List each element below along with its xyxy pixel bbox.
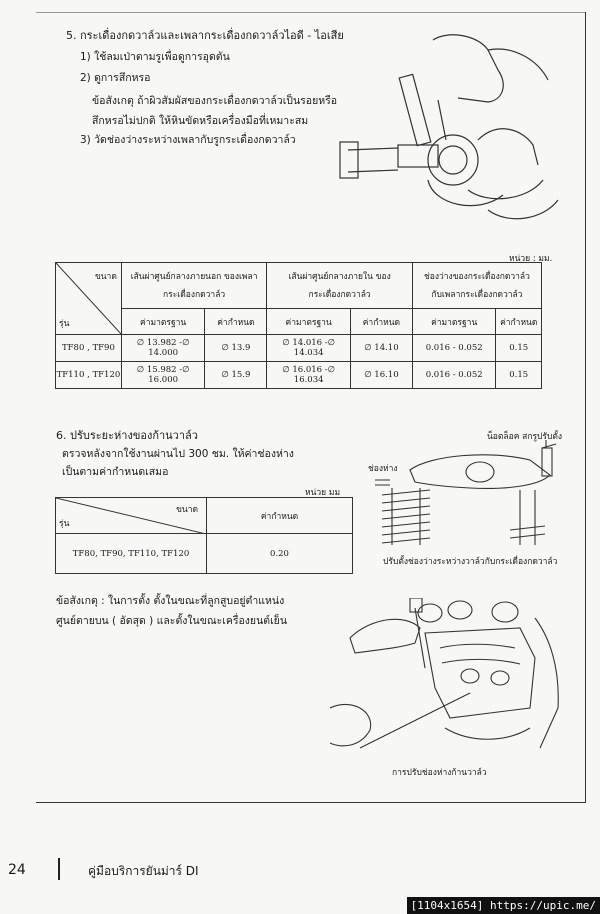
- note2-line1: ข้อสังเกตุ : ในการตั้ง ตั้งในขณะที่ลูกสูบอยู่ตำแหน่ง: [56, 595, 285, 607]
- section5-note-line1: ข้อสังเกตุ ถ้าผิวสัมผัสของกระเดื่องกดวาล์วเป็นรอยหรือ: [92, 95, 338, 107]
- table1-unit: หน่วย : มม.: [509, 254, 553, 264]
- table1-sub-std: ค่ามาตรฐาน: [121, 309, 205, 335]
- note2-line2: ศูนย์ตายบน ( อัดสุด ) และตั้งในขณะเครื่องยนต์เย็น: [56, 615, 288, 627]
- section5-step1: 1) ใช้ลมเป่าตามรูเพื่อดูการอุดตัน: [80, 51, 230, 63]
- table2-corner-top: ขนาด: [176, 505, 198, 515]
- valve-adjustment-illustration: [330, 598, 565, 758]
- table2-model: TF80, TF90, TF110, TF120: [56, 534, 207, 574]
- table1-cell: ∅ 13.9: [205, 335, 267, 362]
- section5-note-line2: สึกหรอไม่ปกติ ให้หินขัดหรือเครื่องมือที่เหมาะสม: [92, 115, 309, 127]
- table1-group-inner: เส้นผ่าศูนย์กลางภายใน ของกระเดื่องกดวาล์ว: [267, 263, 413, 309]
- table2-header: ค่ากำหนด: [207, 498, 353, 534]
- table-row: [56, 362, 542, 389]
- table2-corner-bottom: รุ่น: [59, 519, 70, 529]
- watermark: [1104x1654] https://upic.me/: [407, 897, 600, 914]
- table1-cell: ∅ 15.9: [205, 362, 267, 389]
- micrometer-illustration: [338, 30, 568, 230]
- table1-cell: ∅ 15.982 -∅ 16.000: [121, 362, 205, 389]
- table2-value: 0.20: [207, 534, 353, 574]
- table1-cell: ∅ 14.10: [350, 335, 412, 362]
- valve-gap-table: [55, 497, 353, 574]
- manual-title: คู่มือบริการยันม่าร์ DI: [88, 864, 199, 878]
- clearance-table: [55, 262, 542, 389]
- gap-label: ช่องห่าง: [368, 464, 398, 474]
- table1-cell: ∅ 14.016 -∅ 14.034: [267, 335, 351, 362]
- table1-cell: 0.15: [496, 335, 542, 362]
- rocker-arm-illustration: [370, 440, 570, 550]
- table-row: [56, 335, 542, 362]
- table1-cell: ∅ 13.982 -∅ 14.000: [121, 335, 205, 362]
- section5-step2: 2) ดูการสึกหรอ: [80, 72, 151, 84]
- table2-corner-cell: [56, 498, 207, 534]
- section6-line2: เป็นตามค่ากำหนดเสมอ: [62, 466, 169, 478]
- locknut-label: น็อตล็อค สกรูปรับตั้ง: [487, 432, 563, 442]
- table2-unit: หน่วย มม: [305, 488, 341, 498]
- table1-cell: 0.15: [496, 362, 542, 389]
- table1-cell: ∅ 16.10: [350, 362, 412, 389]
- page-number: 24: [8, 862, 26, 878]
- table1-model: TF110 , TF120: [56, 362, 122, 389]
- table1-corner-top: ขนาด: [94, 272, 117, 282]
- table1-model: TF80 , TF90: [56, 335, 122, 362]
- table1-sub-std: ค่ามาตรฐาน: [267, 309, 351, 335]
- table1-group-outer: เส้นผ่าศูนย์กลางภายนอก ของเพลากระเดื่องกดวาล์ว: [121, 263, 267, 309]
- table-row: [56, 534, 353, 574]
- section5-step3: 3) วัดช่องว่างระหว่างเพลากับรูกระเดื่องกดวาล์ว: [80, 134, 296, 146]
- table1-sub-limit: ค่ากำหนด: [496, 309, 542, 335]
- table1-sub-limit: ค่ากำหนด: [205, 309, 267, 335]
- table1-cell: 0.016 - 0.052: [412, 362, 496, 389]
- table1-corner-cell: [56, 263, 122, 335]
- table1-cell: ∅ 16.016 -∅ 16.034: [267, 362, 351, 389]
- figure-caption-2: การปรับช่องห่างก้านวาล์ว: [392, 768, 487, 778]
- figure-caption-1: ปรับตั้งช่องว่างระหว่างวาล์วกับกระเดื่องกดวาล์ว: [383, 557, 558, 567]
- footer-divider: [58, 858, 60, 880]
- table1-sub-std: ค่ามาตรฐาน: [412, 309, 496, 335]
- table1-cell: 0.016 - 0.052: [412, 335, 496, 362]
- section5-title: 5. กระเดื่องกดวาล์วและเพลากระเดื่องกดวาล์วไอดี - ไอเสีย: [66, 29, 344, 42]
- table1-sub-limit: ค่ากำหนด: [350, 309, 412, 335]
- table1-corner-bottom: รุ่น: [59, 319, 70, 329]
- section6-title: 6. ปรับระยะห่างของก้านวาล์ว: [56, 429, 198, 442]
- table1-group-clearance: ช่องว่างของกระเดื่องกดวาล์ว กับเพลากระเดื่องกดวาล์ว: [412, 263, 541, 309]
- section6-line1: ตรวจหลังจากใช้งานผ่านไป 300 ชม. ให้ค่าช่องห่าง: [62, 448, 294, 460]
